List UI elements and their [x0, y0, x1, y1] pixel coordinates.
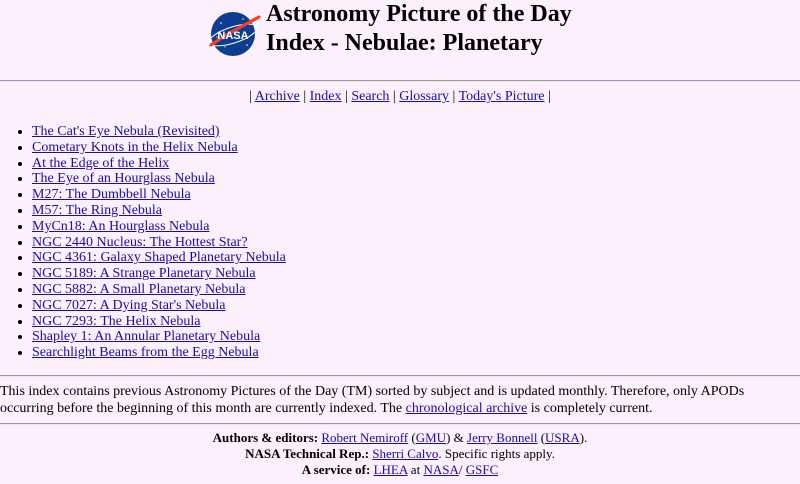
list-item-link[interactable]: Shapley 1: An Annular Planetary Nebula [32, 329, 261, 345]
list-item-link[interactable]: M57: The Ring Nebula [32, 202, 163, 218]
list-item-link[interactable]: NGC 7027: A Dying Star's Nebula [32, 297, 226, 313]
ampersand: & [453, 430, 464, 445]
list-item [32, 156, 286, 172]
list-item-link[interactable]: NGC 7293: The Helix Nebula [32, 313, 201, 329]
list-item-link[interactable]: At the Edge of the Helix [32, 155, 170, 171]
list-item [32, 171, 286, 187]
list-item-link[interactable]: The Cat's Eye Nebula (Revisited) [32, 124, 220, 139]
rep-label: NASA Technical Rep.: [245, 446, 370, 461]
divider [0, 423, 800, 425]
page-subtitle: Index - Nebulae: Planetary [266, 30, 543, 56]
credits-authors: Authors & editors: Robert Nemiroff (GMU) & Jerry Bonnell (USRA). [212, 430, 588, 445]
nav-separator: | [548, 89, 551, 104]
list-item-link[interactable]: Searchlight Beams from the Egg Nebula [32, 345, 259, 361]
list-item-link[interactable]: NGC 4361: Galaxy Shaped Planetary Nebula [32, 250, 286, 266]
author-link-bonnell[interactable]: Jerry Bonnell [467, 430, 538, 445]
divider [0, 80, 800, 82]
list-item-link[interactable]: NGC 5189: A Strange Planetary Nebula [32, 266, 256, 282]
nebula-list [14, 124, 286, 361]
nav-link-glossary[interactable]: Glossary [399, 89, 450, 104]
nasa-logo-icon [203, 9, 263, 59]
list-item [32, 219, 286, 235]
list-item [32, 140, 286, 156]
description-text: This index contains previous Astronomy Pictures of the Day (TM) sorted by subject and is updated monthly. Therefore, only APODs occurring before the beginning of this month are currently indexed. The [0, 384, 745, 416]
nav-separator: | [392, 89, 396, 104]
nav-link-index[interactable]: Index [309, 89, 342, 104]
authors-label: Authors & editors: [212, 430, 319, 445]
list-item [32, 266, 286, 282]
list-item [32, 298, 286, 314]
nav-link-todays-picture[interactable]: Today's Picture [458, 89, 545, 104]
credits-rep [0, 446, 800, 462]
service-at: at [410, 462, 421, 477]
nav-link-search[interactable]: Search [351, 89, 390, 104]
rep-link-calvo[interactable]: Sherri Calvo [372, 446, 439, 461]
service-label: A service of: [301, 462, 371, 477]
list-item-link[interactable]: M27: The Dumbbell Nebula [32, 187, 191, 203]
svg-text:NASA: NASA [217, 30, 249, 42]
list-item [32, 329, 286, 345]
author-link-nemiroff[interactable]: Robert Nemiroff [321, 430, 409, 445]
index-description [0, 383, 800, 417]
list-item [32, 124, 286, 140]
nav-separator: | [303, 89, 307, 104]
service-link-gsfc[interactable]: GSFC [465, 462, 499, 477]
service-link-lhea[interactable]: LHEA [373, 462, 408, 477]
nav-separator: | [452, 89, 456, 104]
nav-bar [0, 88, 800, 106]
list-item [32, 203, 286, 219]
chronological-archive-link[interactable]: chronological archive [405, 401, 528, 416]
list-item-link[interactable]: NGC 2440 Nucleus: The Hottest Star? [32, 234, 248, 250]
list-item-link[interactable]: Cometary Knots in the Helix Nebula [32, 139, 238, 155]
rights-text: . Specific rights apply. [438, 446, 555, 461]
nav-separator: | [249, 89, 252, 104]
page-header [0, 0, 800, 80]
list-item-link[interactable]: NGC 5882: A Small Planetary Nebula [32, 281, 246, 297]
list-item [32, 250, 286, 266]
list-item [32, 314, 286, 330]
credits [0, 430, 800, 478]
org-link-usra[interactable]: USRA [545, 430, 580, 445]
list-item [32, 187, 286, 203]
list-item-link[interactable]: MyCn18: An Hourglass Nebula [32, 218, 210, 234]
list-item [32, 282, 286, 298]
list-item [32, 235, 286, 251]
divider [0, 375, 800, 377]
description-text-end: is completely current. [527, 401, 653, 416]
page-title: Astronomy Picture of the Day [266, 1, 572, 27]
credits-service: A service of: LHEA at NASA/ GSFC [301, 462, 499, 477]
org-link-gmu[interactable]: GMU [415, 430, 447, 445]
list-item-link[interactable]: The Eye of an Hourglass Nebula [32, 171, 215, 187]
service-link-nasa[interactable]: NASA [423, 462, 459, 477]
nav-separator: | [345, 89, 348, 104]
nav-link-archive[interactable]: Archive [254, 89, 300, 104]
list-item [32, 345, 286, 361]
